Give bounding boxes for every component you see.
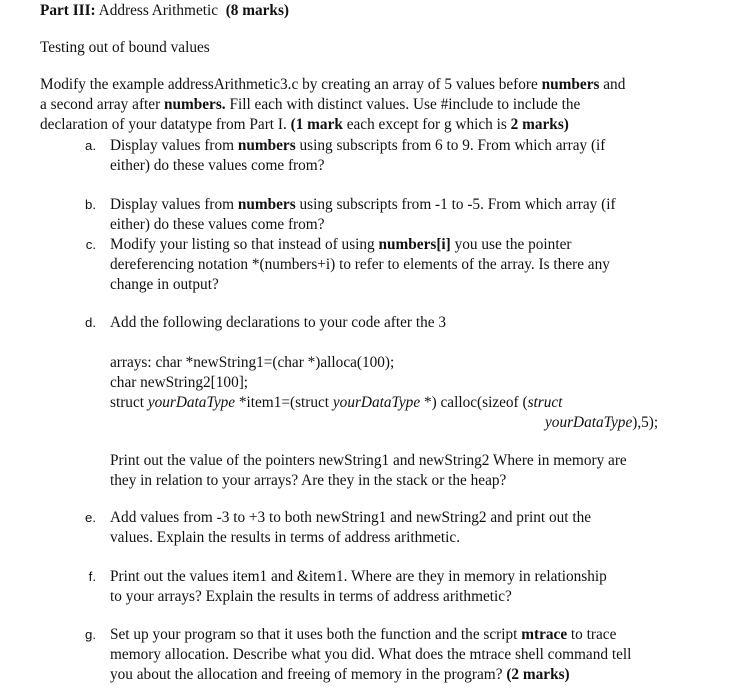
item-label: d. [85, 315, 96, 330]
item-label: b. [85, 197, 96, 212]
intro-line-2: a second array after numbers. Fill each with distinct values. Use #include to include the [40, 96, 581, 113]
intro-line-1: Modify the example addressArithmetic3.c by creating an array of 5 values before numbers and [40, 76, 626, 93]
item-label: g. [85, 627, 96, 642]
page-title: Part III: Address Arithmetic (8 marks) [40, 2, 289, 19]
item-label: a. [85, 138, 96, 153]
item-label: f. [88, 569, 96, 584]
code-declarations: arrays: char *newString1=(char *)alloca(100); char newString2[100]; struct yourDataType *item1=(struct yourDataType *) calloc(sizeof (struct [110, 354, 563, 411]
intro-line-3: declaration of your datatype from Part I. (1 mark each except for g which is 2 marks) [40, 116, 569, 133]
item-label: c. [85, 237, 96, 252]
section-subtitle: Testing out of bound values [40, 39, 210, 56]
intro-paragraph [40, 75, 625, 135]
item-label: e. [85, 510, 96, 525]
